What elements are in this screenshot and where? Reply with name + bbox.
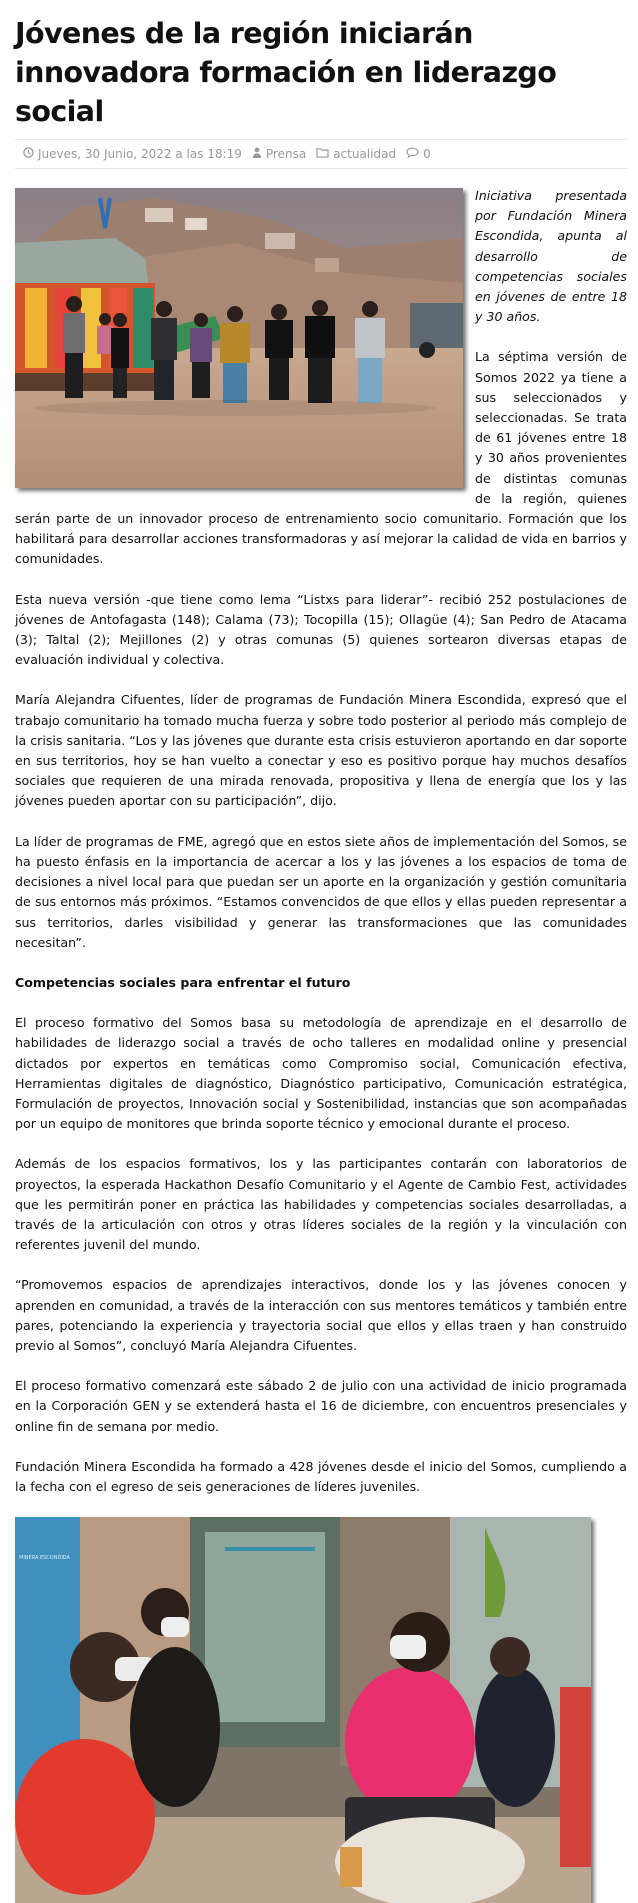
sign-text: MINERA ESCONDIDA — [19, 1555, 70, 1562]
article-body — [15, 186, 627, 1903]
paragraph-7: “Promovemos espacios de aprendizajes interactivos, donde los y las jóvenes conocen y aprenden en comunidad, a través de la interacción con sus mentores temáticos y también entre pares, potenciando la experiencia y trayectoria social que ellos y ellas traen y han construido previo al Somos”, concluyó María Alejandra Cifuentes. — [15, 1277, 627, 1353]
meta-category-text: actualidad — [333, 147, 397, 161]
paragraph-2: Esta nueva versión -que tiene como lema “Listxs para liderar”- recibió 252 postulaciones de jóvenes de Antofagasta (148); Calama (73); Tocopilla (15); Ollagüe (4); San Pedro de Atacama (3); Taltal (2); Mejillones (2) y otras comunas (5) quienes sortearon diversas etapas de evaluación individual y colectiva. — [15, 591, 627, 668]
meta-comments-text: 0 — [423, 147, 431, 161]
paragraph-5: El proceso formativo del Somos basa su metodología de aprendizaje en el desarrollo de habilidades de liderazgo social a través de ocho talleres en modalidad online y presencial dictados por expertos en temáticas como Compromiso social, Comunicación efectiva, Herramientas digitales de diagnóstico, Diagnóstico participativo, Comunicación estratégica, Formulación de proyectos, Innovación social y Sostenibilidad, instancias que son acompañadas por un equipo de monitores que brinda soporte técnico y emocional durante el proceso. — [15, 1015, 627, 1132]
article — [15, 0, 627, 1903]
meta-date — [23, 147, 242, 161]
lead-photo — [15, 188, 463, 488]
clock-icon — [23, 147, 38, 161]
meta-author[interactable] — [252, 147, 306, 161]
meta-date-text: Jueves, 30 Junio, 2022 a las 18:19 — [38, 147, 242, 161]
meta-comments[interactable] — [406, 147, 431, 161]
meta-author-text: Prensa — [265, 147, 307, 161]
article-title: Jóvenes de la región iniciarán innovadora formación en liderazgo social — [15, 17, 557, 128]
bottom-photo — [15, 1517, 591, 1903]
paragraph-4: La líder de programas de FME, agregó que en estos siete años de implementación del Somos, se ha puesto énfasis en la importancia de acercar a los y las jóvenes a los espacios de toma de decisiones a nivel local para que puedan ser un aporte en la organización y gestión comunitaria de sus entornos más próximos. “Estamos convencidos de que ellos y ellas pueden representar a sus territorios, darles visibilidad y generar las transformaciones que las comunidades necesitan”. — [15, 833, 627, 950]
section-subhead: Competencias sociales para enfrentar el futuro — [15, 974, 351, 990]
intro-paragraph: Iniciativa presentada por Fundación Minera Escondida, apunta al desarrollo de competencias sociales en jóvenes de entre 18 y 30 años. — [475, 188, 627, 325]
article-meta — [15, 139, 627, 169]
user-icon — [252, 147, 266, 161]
folder-icon — [316, 147, 333, 161]
comment-icon — [406, 147, 423, 161]
paragraph-1: La séptima versión de Somos 2022 ya tiene a sus seleccionados y seleccionadas. Se trata de 61 jóvenes entre 18 y 30 años provenientes de distintas comunas de la región, quienes serán parte de un innovador proceso de entrenamiento socio comunitario. Formación que los habilitará para desarrollar acciones transformadoras y así mejorar la calidad de vida en barrios y comunidades. — [15, 349, 627, 567]
paragraph-9: Fundación Minera Escondida ha formado a 428 jóvenes desde el inicio del Somos, cumpliendo a la fecha con el egreso de seis generaciones de líderes juveniles. — [15, 1458, 627, 1494]
paragraph-3: María Alejandra Cifuentes, líder de programas de Fundación Minera Escondida, expresó que el trabajo comunitario ha tomado mucha fuerza y sobre todo posterior al periodo más complejo de la crisis sanitaria. “Los y las jóvenes que durante esta crisis estuvieron aportando en dar soporte en sus territorios, hoy se han vuelto a conectar y eso es positivo porque hay muchos desafíos sociales que requieren de una mirada renovada, propositiva y llena de energía que los y las jóvenes pueden aportar con su participación”, dijo. — [15, 692, 627, 809]
meta-category[interactable] — [316, 147, 396, 161]
paragraph-8: El proceso formativo comenzará este sábado 2 de julio con una actividad de inicio programada en la Corporación GEN y se extenderá hasta el 16 de diciembre, con encuentros presenciales y online fin de semana por medio. — [15, 1378, 627, 1434]
paragraph-6: Además de los espacios formativos, los y las participantes contarán con laboratorios de proyectos, la esperada Hackathon Desafío Comunitario y el Agente de Cambio Fest, actividades que les permitirán poner en práctica las habilidades y competencias sociales desarrolladas, a través de la articulación con otros y otras líderes sociales de la región y la vinculación con referentes juvenil del mundo. — [15, 1156, 627, 1253]
